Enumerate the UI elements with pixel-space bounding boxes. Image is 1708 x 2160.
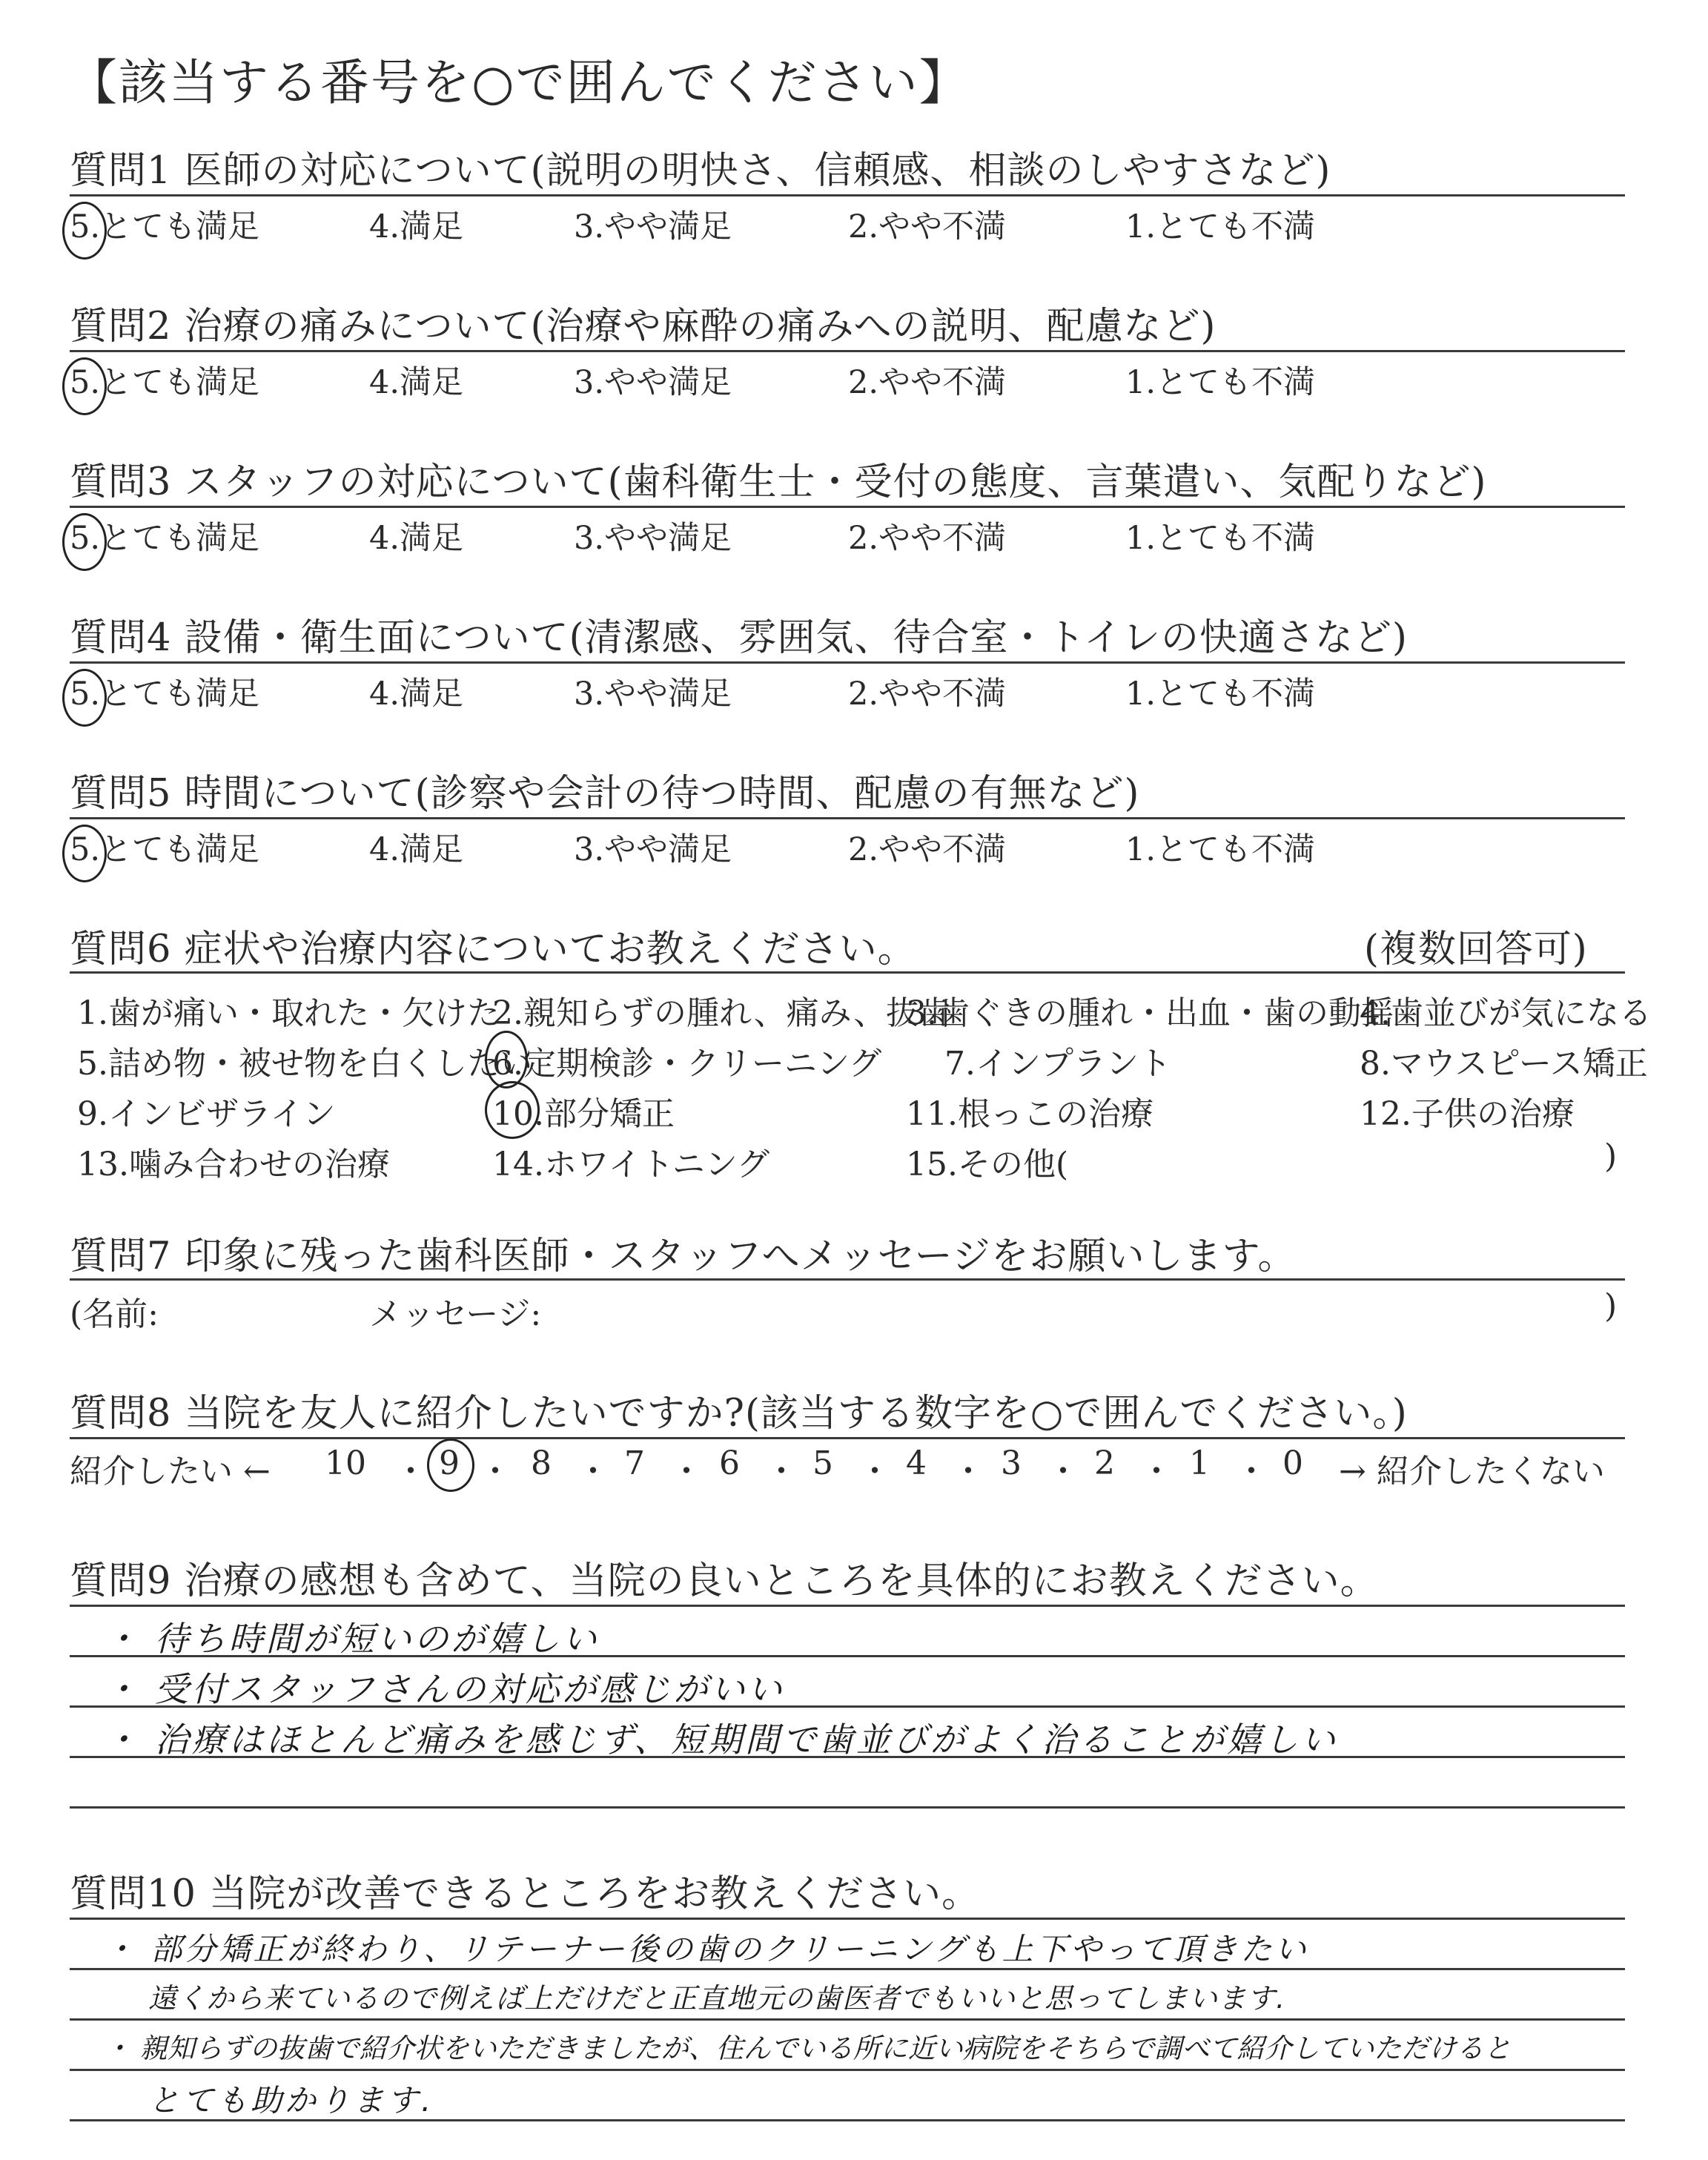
- scale-value-0[interactable]: 0: [1282, 1444, 1303, 1482]
- rating-option-3[interactable]: 3.やや満足: [574, 364, 732, 401]
- answer-line: [70, 1806, 1625, 1809]
- question-8-label: 質問8 当院を友人に紹介したいですか?(該当する数字を○で囲んでください。): [70, 1392, 1408, 1436]
- rating-option-2[interactable]: 2.やや不満: [848, 831, 1007, 868]
- symptom-option-8[interactable]: 8.マウスピース矯正: [1360, 1045, 1648, 1083]
- selection-circle: [485, 1031, 528, 1089]
- scale-value-1[interactable]: 1: [1189, 1444, 1210, 1482]
- symptom-option-10[interactable]: 10.部分矯正: [492, 1095, 675, 1133]
- scale-value-2[interactable]: 2: [1094, 1444, 1115, 1482]
- handwritten-answer: ・ 待ち時間が短いのが嬉しい: [104, 1619, 600, 1659]
- answer-line: [70, 1918, 1625, 1920]
- scale-right-label: → 紹介したくない: [1339, 1453, 1605, 1490]
- other-close-paren: ): [1604, 1137, 1618, 1175]
- form-title: 【該当する番号を○で囲んでください】: [68, 54, 970, 111]
- scale-separator: ・: [479, 1453, 512, 1490]
- rating-option-3[interactable]: 3.やや満足: [574, 676, 732, 713]
- scale-separator: ・: [394, 1453, 427, 1490]
- rating-option-3[interactable]: 3.やや満足: [574, 520, 732, 557]
- multiple-answer-note: (複数回答可): [1364, 928, 1588, 971]
- scale-value-5[interactable]: 5: [812, 1444, 833, 1482]
- rating-option-1[interactable]: 1.とても不満: [1125, 364, 1316, 401]
- handwritten-answer: ・ 受付スタッフさんの対応が感じがいい: [104, 1669, 785, 1709]
- symptom-option-11[interactable]: 11.根っこの治療: [906, 1095, 1153, 1133]
- divider: [70, 194, 1625, 196]
- rating-option-3[interactable]: 3.やや満足: [574, 831, 732, 868]
- rating-option-4[interactable]: 4.満足: [369, 364, 464, 401]
- scale-separator: ・: [1235, 1453, 1268, 1490]
- handwritten-answer: ・ 治療はほとんど痛みを感じず、短期間で歯並びがよく治ることが嬉しい: [104, 1720, 1338, 1760]
- symptom-option-6[interactable]: 6.定期検診・クリーニング: [492, 1045, 882, 1083]
- rating-option-1[interactable]: 1.とても不満: [1125, 520, 1316, 557]
- name-label: (名前:: [70, 1295, 159, 1333]
- rating-option-4[interactable]: 4.満足: [369, 831, 464, 868]
- question-4-label: 質問4 設備・衛生面について(清潔感、雰囲気、待合室・トイレの快適さなど): [70, 616, 1408, 660]
- rating-option-5[interactable]: 5.とても満足: [70, 364, 260, 401]
- rating-option-1[interactable]: 1.とても不満: [1125, 208, 1316, 245]
- rating-option-4[interactable]: 4.満足: [369, 676, 464, 713]
- rating-option-5[interactable]: 5.とても満足: [70, 831, 260, 868]
- answer-line: [70, 2069, 1625, 2071]
- divider: [70, 817, 1625, 819]
- divider: [70, 506, 1625, 508]
- rating-option-1[interactable]: 1.とても不満: [1125, 831, 1316, 868]
- handwritten-answer: ・ 部分矯正が終わり、リテーナー後の歯のクリーニングも上下やって頂きたい: [104, 1931, 1309, 1967]
- rating-option-2[interactable]: 2.やや不満: [848, 208, 1007, 245]
- rating-option-2[interactable]: 2.やや不満: [848, 520, 1007, 557]
- scale-value-10[interactable]: 10: [325, 1444, 366, 1482]
- scale-left-label: 紹介したい ←: [70, 1453, 271, 1490]
- scale-value-7[interactable]: 7: [624, 1444, 645, 1482]
- rating-option-2[interactable]: 2.やや不満: [848, 676, 1007, 713]
- question-6-label: 質問6 症状や治療内容についてお教えください。: [70, 928, 916, 971]
- scale-value-8[interactable]: 8: [531, 1444, 552, 1482]
- scale-value-4[interactable]: 4: [906, 1444, 927, 1482]
- question-10-label: 質問10 当院が改善できるところをお教えください。: [70, 1872, 981, 1916]
- handwritten-answer: 遠くから来ているので例えば上だけだと正直地元の歯医者でもいいと思ってしまいます.: [148, 1982, 1286, 2015]
- selection-circle: [62, 202, 107, 260]
- message-label: メッセージ:: [369, 1295, 542, 1333]
- selection-circle: [62, 669, 107, 727]
- symptom-option-7[interactable]: 7.インプラント: [944, 1045, 1171, 1083]
- scale-separator: ・: [765, 1453, 798, 1490]
- rating-option-5[interactable]: 5.とても満足: [70, 520, 260, 557]
- scale-separator: ・: [952, 1453, 984, 1490]
- question-1-label: 質問1 医師の対応について(説明の明快さ、信頼感、相談のしやすさなど): [70, 149, 1331, 193]
- question-3-label: 質問3 スタッフの対応について(歯科衛生士・受付の態度、言葉遣い、気配りなど): [70, 460, 1487, 504]
- question-2-label: 質問2 治療の痛みについて(治療や麻酔の痛みへの説明、配慮など): [70, 305, 1217, 349]
- symptom-option-4[interactable]: 4.歯並びが気になる: [1360, 994, 1652, 1032]
- symptom-option-12[interactable]: 12.子供の治療: [1360, 1095, 1575, 1133]
- question-7-label: 質問7 印象に残った歯科医師・スタッフへメッセージをお願いします。: [70, 1235, 1297, 1278]
- symptom-option-9[interactable]: 9.インビザライン: [77, 1095, 336, 1133]
- scale-separator: ・: [577, 1453, 609, 1490]
- answer-line: [70, 2018, 1625, 2021]
- question-9-label: 質問9 治療の感想も含めて、当院の良いところを具体的にお教えください。: [70, 1559, 1379, 1603]
- selection-circle: [62, 357, 107, 415]
- divider: [70, 661, 1625, 664]
- selection-circle: [485, 1081, 540, 1139]
- answer-line: [70, 1605, 1625, 1607]
- rating-option-3[interactable]: 3.やや満足: [574, 208, 732, 245]
- divider: [70, 971, 1625, 974]
- question-5-label: 質問5 時間について(診察や会計の待つ時間、配慮の有無など): [70, 772, 1140, 816]
- scale-separator: ・: [1047, 1453, 1079, 1490]
- symptom-option-2[interactable]: 2.親知らずの腫れ、痛み、抜歯: [492, 994, 952, 1032]
- scale-value-6[interactable]: 6: [719, 1444, 740, 1482]
- selection-circle: [427, 1439, 474, 1492]
- rating-option-4[interactable]: 4.満足: [369, 208, 464, 245]
- rating-option-5[interactable]: 5.とても満足: [70, 208, 260, 245]
- symptom-option-15[interactable]: 15.その他(: [906, 1146, 1069, 1183]
- scale-separator: ・: [858, 1453, 891, 1490]
- scale-separator: ・: [670, 1453, 703, 1490]
- symptom-option-5[interactable]: 5.詰め物・被せ物を白くしたい: [77, 1045, 532, 1083]
- symptom-option-13[interactable]: 13.噛み合わせの治療: [77, 1146, 390, 1183]
- divider: [70, 350, 1625, 352]
- divider: [70, 1278, 1625, 1281]
- handwritten-answer: ・ 親知らずの抜歯で紹介状をいただきましたが、住んでいる所に近い病院をそちらで調べて紹介していただけると: [104, 2032, 1512, 2064]
- symptom-option-3[interactable]: 3.歯ぐきの腫れ・出血・歯の動揺: [906, 994, 1394, 1032]
- rating-option-2[interactable]: 2.やや不満: [848, 364, 1007, 401]
- rating-option-4[interactable]: 4.満足: [369, 520, 464, 557]
- scale-value-3[interactable]: 3: [1001, 1444, 1022, 1482]
- scale-value-9[interactable]: 9: [439, 1444, 460, 1482]
- selection-circle: [62, 513, 107, 571]
- symptom-option-14[interactable]: 14.ホワイトニング: [492, 1146, 770, 1183]
- message-close-paren: ): [1604, 1287, 1618, 1325]
- divider: [70, 1437, 1625, 1439]
- selection-circle: [62, 825, 107, 882]
- handwritten-answer: とても助かります.: [148, 2082, 434, 2118]
- scale-separator: ・: [1140, 1453, 1173, 1490]
- rating-option-5[interactable]: 5.とても満足: [70, 676, 260, 713]
- symptom-option-1[interactable]: 1.歯が痛い・取れた・欠けた: [77, 994, 500, 1032]
- rating-option-1[interactable]: 1.とても不満: [1125, 676, 1316, 713]
